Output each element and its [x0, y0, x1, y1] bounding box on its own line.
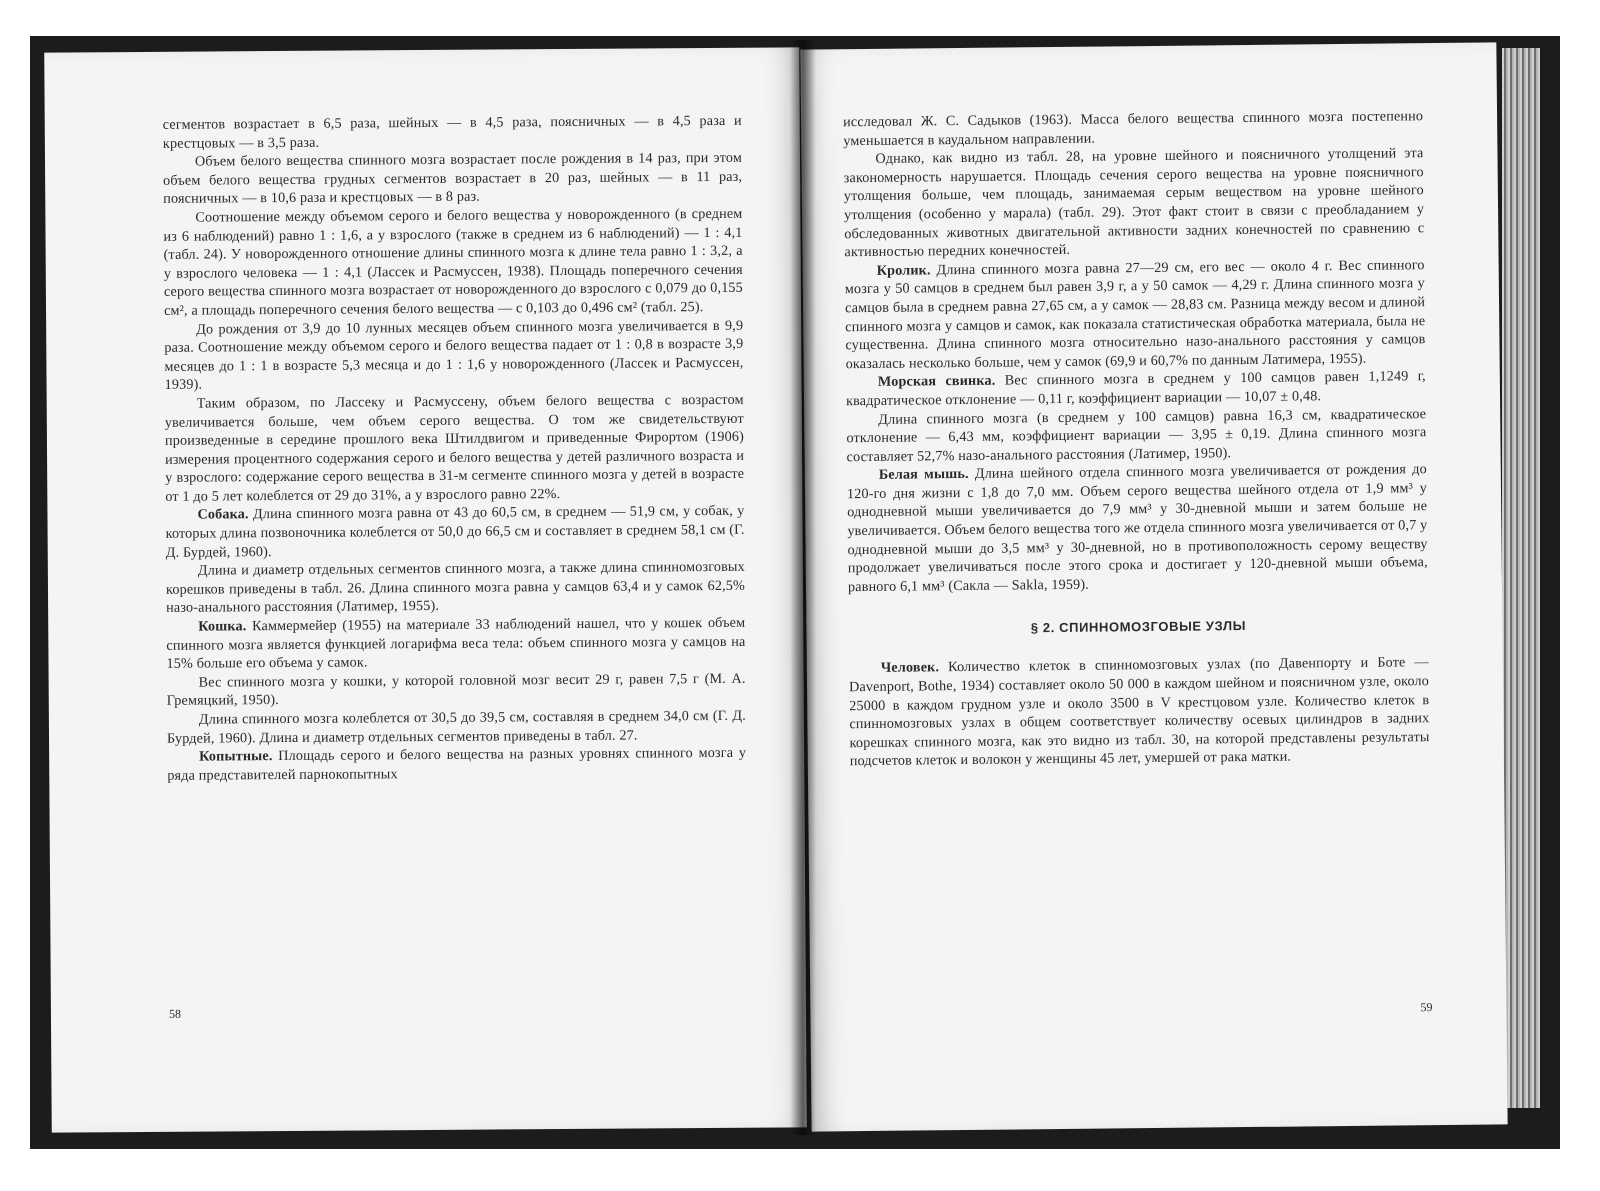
right-paragraph-white-mouse: Белая мышь. Длина шейного отдела спинного мозга увеличивается от рождения до 120-го дня жизни с 1,8 до 7,0 мм. Объем серого вещества шейного отдела от 1,9 мм³ у однодневной мыши увеличивается до 7,9 мм³ у 30-дневной мыши и затем больше не увеличивается. Объем белого вещества того же отдела спинного мозга увеличивается от 0,7 у однодневной мыши до 3,5 мм³ у 30-дневной, но в противоположность серому веществу продолжает увеличиваться после этого срока и достигает у 120-дневной мыши объема, равного 6,1 мм³ (Сакла — Sakla, 1959). — [846, 461, 1428, 596]
section-heading: § 2. СПИННОМОЗГОВЫЕ УЗЛЫ — [1030, 618, 1247, 636]
subheading-white-mouse: Белая мышь. — [878, 466, 969, 484]
left-paragraph: Объем белого вещества спинного мозга возрастает после рождения в 14 раз, при этом объем белого вещества грудных сегментов возрастает в 20 раз, шейных — в 11 раз, поясничных — в 10,6 раза и крестцовых — в 8 раз. — [163, 149, 743, 208]
left-paragraph-dog: Собака. Длина спинного мозга равна от 43 до 60,5 см, в среднем — 51,9 см, у собак, у которых длина позвоночника колеблется от 50,0 до 66,5 см и составляет в среднем 58,1 см (Г. Д. Бурдей, 1960). — [165, 503, 745, 561]
subheading-ungulates: Копытные. — [199, 748, 273, 765]
right-paragraph: исследовал Ж. С. Садыков (1963). Масса белого вещества спинного мозга постепенно уменьшается в каудальном направлении. — [843, 108, 1424, 149]
left-paragraph-ungulates: Копытные. Площадь серого и белого вещества на разных уровнях спинного мозга у ряда представителей парнокопытных — [167, 744, 747, 784]
left-paragraph: Вес спинного мозга у кошки, у которой головной мозг весит 29 г, равен 7,5 г (М. А. Гремяцкий, 1950). — [166, 670, 746, 710]
page-number-left: 58 — [168, 1006, 182, 1021]
left-paragraph: Длина спинного мозга колеблется от 30,5 до 39,5 см, составляя в среднем 34,0 см (Г. Д. Бурдей, 1960). Длина и диаметр отдельных сегментов приведены в табл. 27. — [166, 707, 746, 747]
right-paragraph: Однако, как видно из табл. 28, на уровне шейного и поясничного утолщений эта закономерность нарушается. Площадь сечения серого вещества на уровне поясничного утолщения больше, чем площадь, занимаемая серым веществом на уровне шейного утолщения (особенно у марала) (табл. 29). Этот факт стоит в связи с преобладанием у обследованных животных двигательной активности задних конечностей по сравнению с активностью передних конечностей. — [843, 145, 1425, 261]
subheading-dog: Собака. — [197, 506, 249, 524]
left-paragraph: Длина и диаметр отдельных сегментов спинного мозга, а также длина спинномозговых корешков приведены в табл. 26. Длина спинного мозга равна у самцов 63,4 и у самок 62,5% назо-анального расстояния (Латимер, 1955). — [165, 559, 746, 617]
right-paragraph: Длина спинного мозга (в среднем у 100 самцов) равна 16,3 см, квадратическое отклонение — 6,43 мм, коэффициент вариации — 3,95 ± 0,19. Длина спинного мозга составляет 52,7% назо-анального расстояния (Латимер, 1950). — [846, 405, 1427, 465]
left-paragraph-cat: Кошка. Каммермейер (1955) на материале 33 наблюдений нашел, что у кошек объем спинного мозга является функцией логарифма веса тела: объем спинного мозга у самцов на 15% больше его объема у самок. — [166, 614, 746, 673]
right-paragraph-guinea-pig: Морская свинка. Вес спинного мозга в среднем у 100 самцов равен 1,1249 г, квадратическое отклонение — 0,11 г, коэффициент вариации — 10,07 ± 0,48. — [845, 368, 1426, 410]
right-page — [800, 42, 1507, 1131]
left-paragraph: Соотношение между объемом серого и белого вещества у новорожденного (в среднем из 6 наблюдений) равно 1 : 1,6, а у взрослого (также в среднем из 6 наблюдений) — 1 : 4,1 (табл. 24). У новорожденного отношение длины спинного мозга к длине тела равно 1 : 3,2, а у взрослого человека — 1 : 4,1 (Лассек и Расмуссен, 1938). Площадь поперечного сечения серого вещества спинного мозга возрастает от новорожденного до взрослого с 0,079 до 0,155 см², а площадь поперечного сечения белого вещества — с 0,103 до 0,496 см² (табл. 25). — [163, 205, 743, 319]
left-paragraph: Таким образом, по Лассеку и Расмуссену, объем белого вещества с возрастом увеличивается больше, чем объем серого вещества. О том же свидетельствуют произведенные в середине прошлого века Штилдвигом и приведенные Фирортом (1906) измерения процентного содержания серого и белого вещества у детей различного возраста и у взрослого: содержание серого вещества в 31-м сегменте спинного мозга у детей в возрасте от 1 до 5 лет колеблется от 29 до 31%, а у взрослого равно 22%. — [164, 391, 745, 505]
page-edges — [1502, 48, 1540, 1108]
book-spine-shadow — [790, 40, 816, 1135]
subheading-rabbit: Кролик. — [876, 262, 931, 279]
page-number-right: 59 — [1420, 1000, 1433, 1015]
subheading-cat: Кошка. — [198, 618, 247, 635]
subheading-guinea-pig: Морская свинка. — [877, 372, 996, 391]
left-page — [44, 47, 807, 1132]
right-paragraph-rabbit: Кролик. Длина спинного мозга равна 27—29 см, его вес — около 4 г. Вес спинного мозга у 50 самцов в среднем был равен 3,9 г, а у 50 самок — 4,29 г. Длина спинного мозга у самцов была в среднем равна 27,65 см, а у самок — 28,83 см. Разница между весом и длиной спинного мозга у самцов и самок, как показала статистическая обработка материала, была не существенна. Длина спинного мозга относительно назо-анального расстояния у самцов оказалась несколько больше, чем у самок (69,9 и 60,7% по данным Латимера, 1955). — [844, 256, 1426, 372]
subheading-human: Человек. — [880, 659, 940, 677]
right-paragraph-human: Человек. Количество клеток в спинномозговых узлах (по Давенпорту и Боте — Davenport, Bothe, 1934) составляет около 50 000 в каждом шейном и поясничном узле, около 25000 в каждом грудном узле и около 3500 в V крестцовом узле. Количество клеток в спинномозговых узлах в общем соответствует количеству осевых цилиндров в задних корешках спинного мозга, как это видно из табл. 30, на которой представлены результаты подсчетов клеток и волокон у женщины 45 лет, умершей от рака матки. — [848, 654, 1430, 770]
left-paragraph: сегментов возрастает в 6,5 раза, шейных — в 4,5 раза, поясничных — в 4,5 раза и крестцовых — в 3,5 раза. — [162, 112, 742, 152]
left-paragraph: До рождения от 3,9 до 10 лунных месяцев объем спинного мозга увеличивается в 9,9 раза. Соотношение между объемом серого и белого вещества падает от 1 : 0,8 в возрасте 3,9 месяцев до 1 : 1 в возрасте 5,3 месяца и до 1 : 1,6 у новорожденного (Лассек и Расмуссен, 1939). — [164, 317, 744, 394]
